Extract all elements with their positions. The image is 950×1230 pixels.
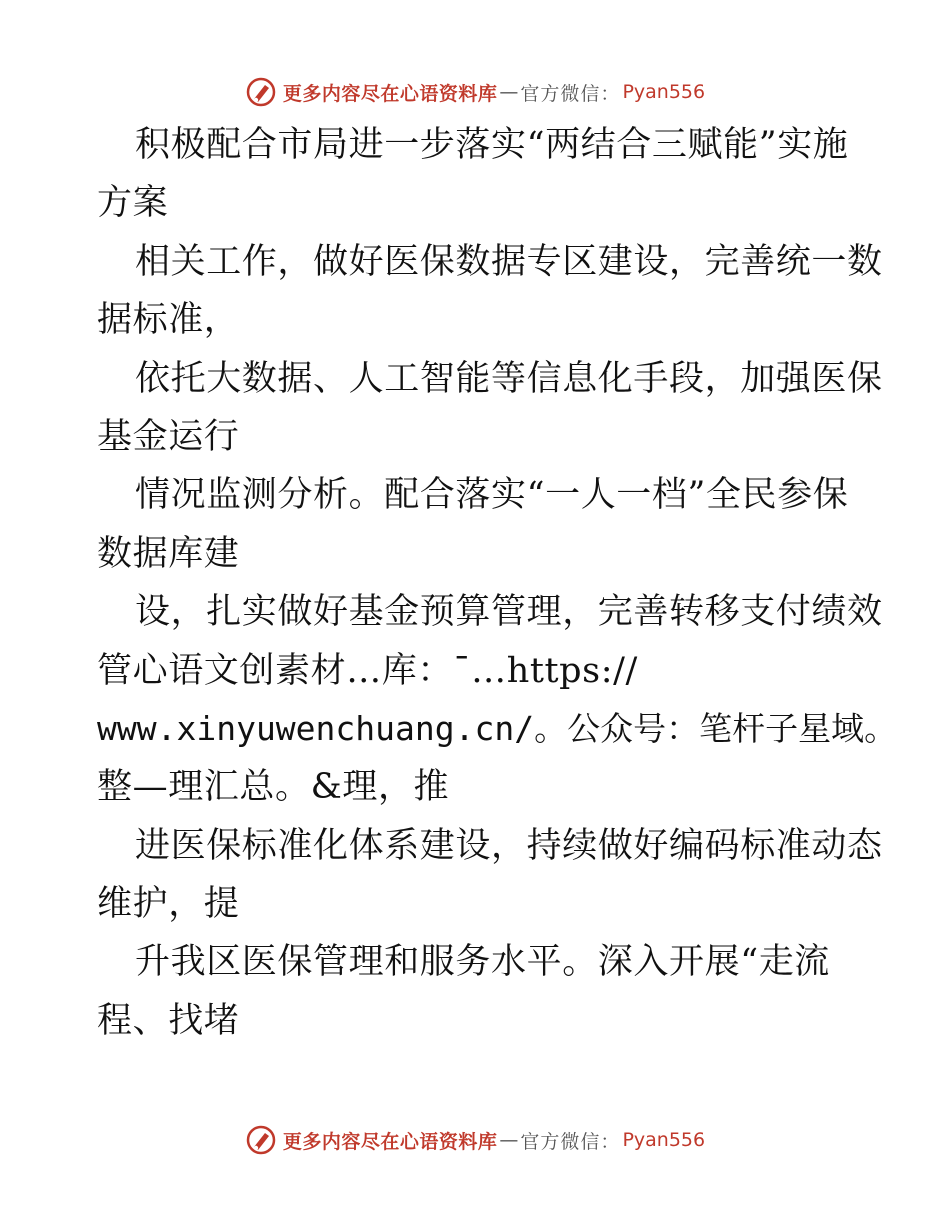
header-watermark [0,72,950,112]
banner-separator: — [499,81,519,103]
banner-wechat-id: Pyan556 [622,81,706,103]
text-line: 程、找堵 [97,1000,240,1041]
text-line: 方案 [97,183,169,224]
pen-nib-logo-icon [245,76,277,108]
text-line: 数据库建 [97,533,240,574]
text-line: 维护，提 [97,884,240,925]
text-line: 基金运行 [97,416,240,457]
banner-wechat-label: 官方微信： [520,1130,621,1153]
text-line: 情况监测分析。配合落实“一人一档”全民参保 [135,475,849,516]
footer-watermark [0,1120,950,1160]
text-line: 设，扎实做好基金预算管理，完善转移支付绩效 [135,592,883,633]
banner-wechat-id: Pyan556 [622,1129,706,1151]
text-line: 相关工作，做好医保数据专区建设，完善统一数 [135,241,883,282]
banner-slogan: 更多内容尽在心语资料库 [282,1130,498,1153]
document-body [97,116,898,1050]
text-line: 积极配合市局进一步落实“两结合三赋能”实施 [135,125,849,165]
text-line: 升我区医保管理和服务水平。深入开展“走流 [135,942,830,983]
text-line: 整—理汇总。&理，推 [97,767,450,808]
website-url-line: www.xinyuwenchuang.cn/。公众号：笔杆子星域。 [97,708,898,748]
text-line: 据标准， [97,300,240,341]
text-line: 依托大数据、人工智能等信息化手段，加强医保 [135,358,883,399]
banner-wechat-label: 官方微信： [520,82,621,105]
text-line-with-link: 管心语文创素材…库：¯…https:// [97,650,638,691]
text-line: 进医保标准化体系建设，持续做好编码标准动态 [135,825,883,866]
banner-slogan: 更多内容尽在心语资料库 [282,82,498,105]
pen-nib-logo-icon [245,1124,277,1156]
banner-separator: — [499,1129,519,1151]
